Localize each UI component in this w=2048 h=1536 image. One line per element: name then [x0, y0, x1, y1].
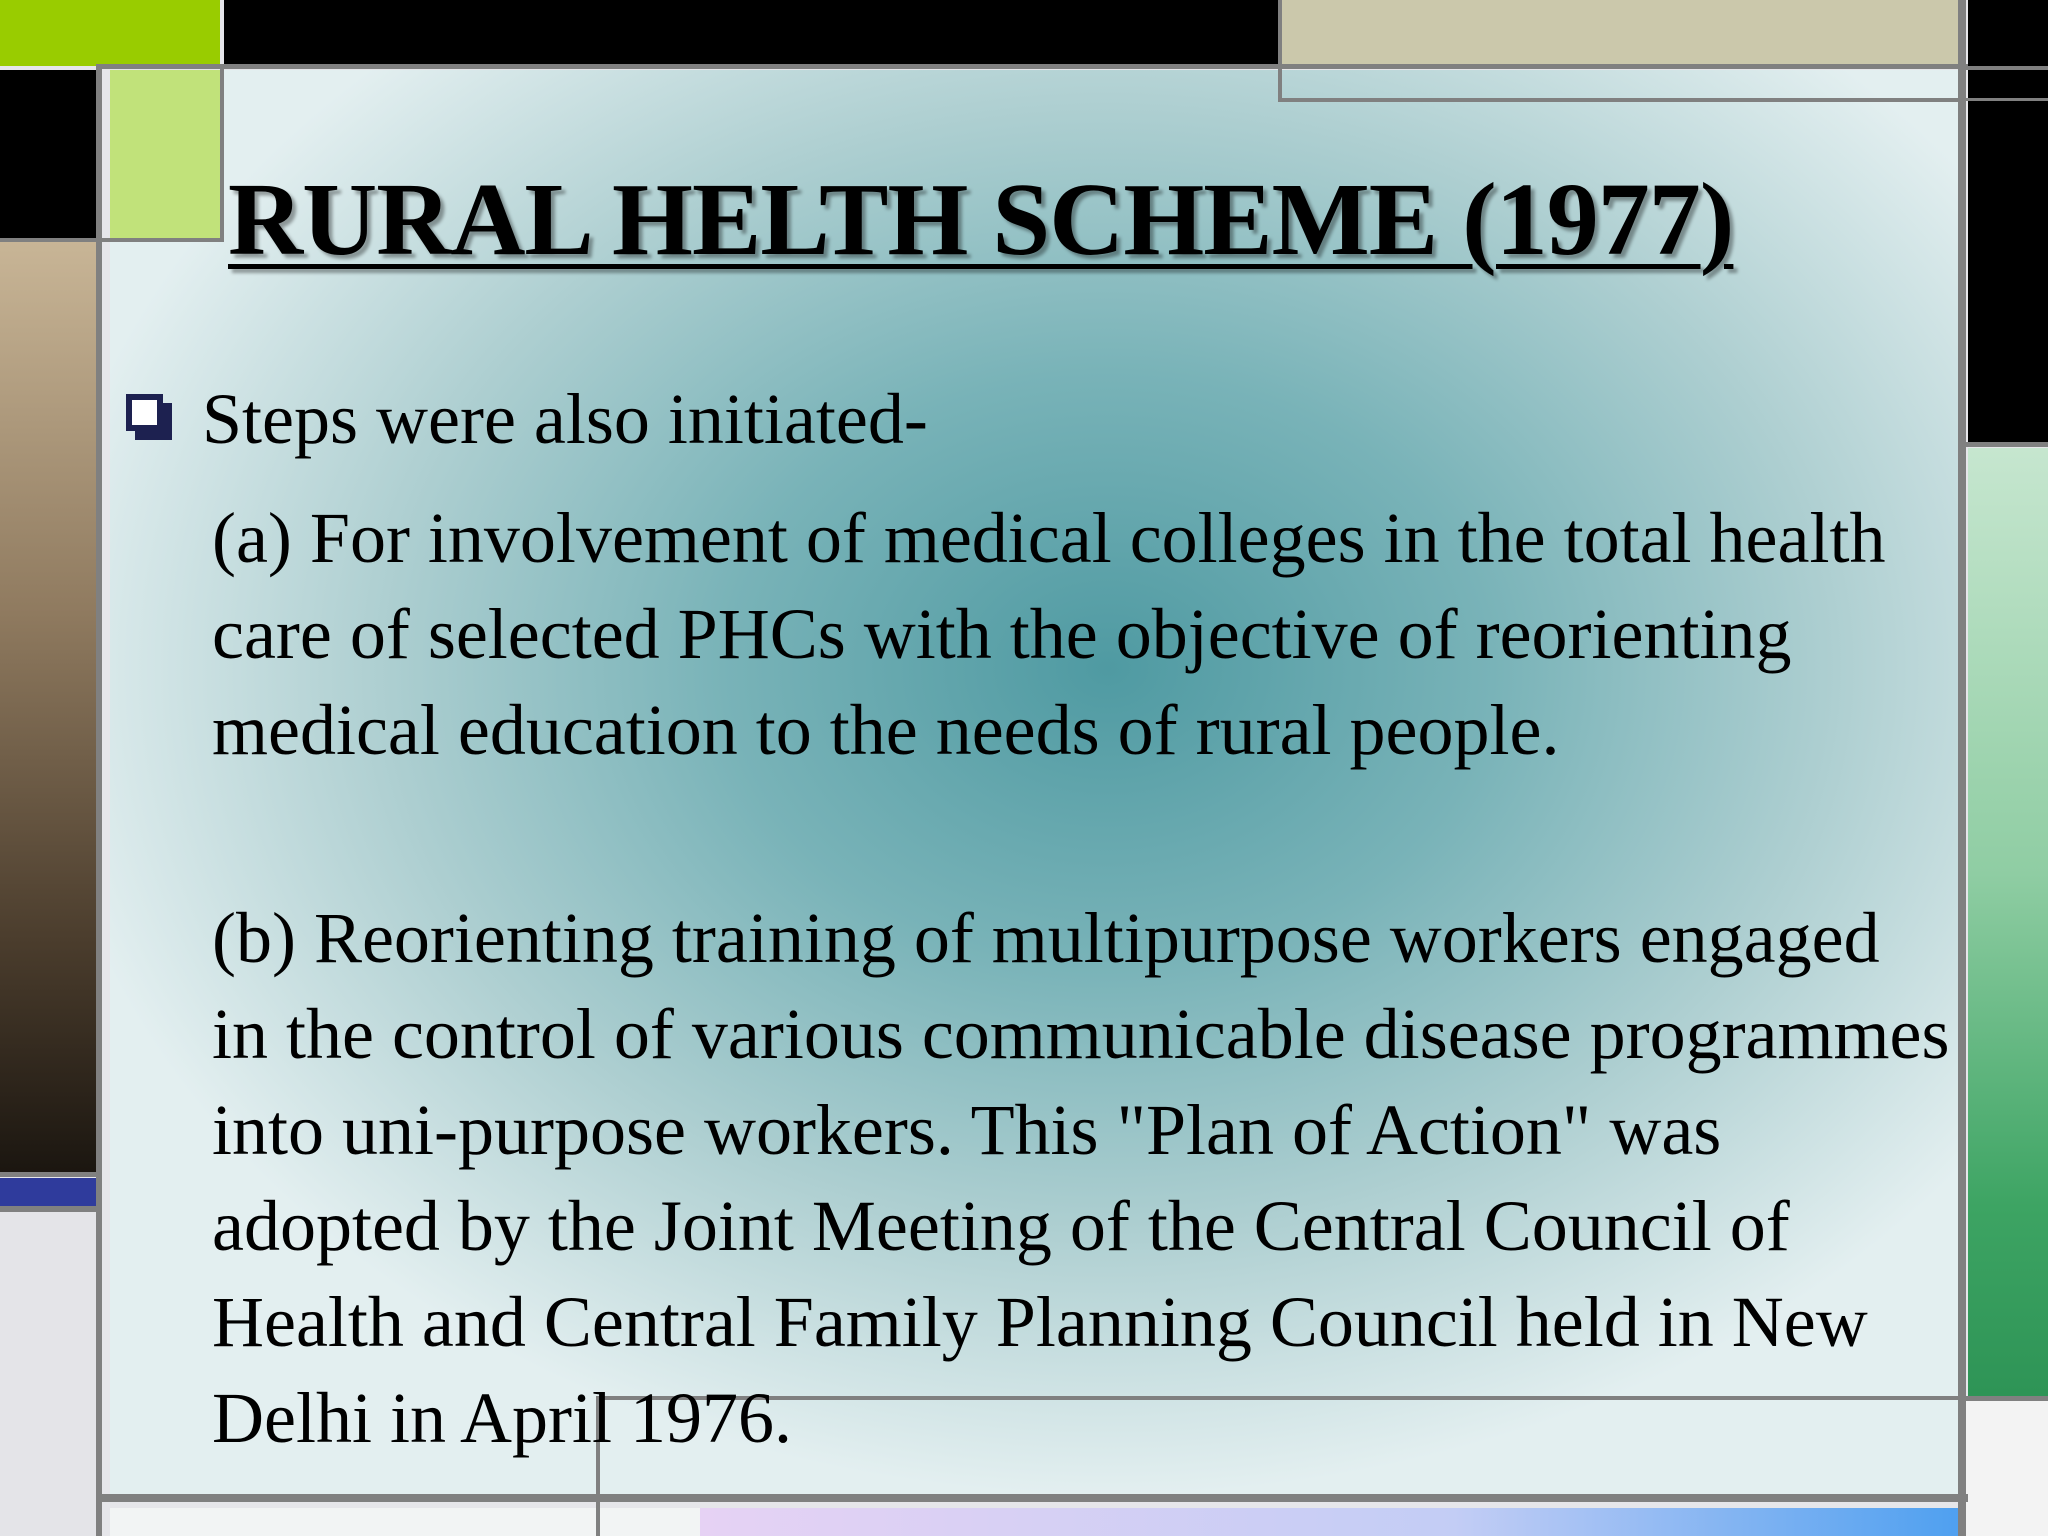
decor-lightgreen-square	[110, 70, 220, 240]
decor-tan-top-bar	[1282, 0, 1958, 66]
decor-black-left-block	[0, 70, 96, 238]
slide-title: RURAL HELTH SCHEME (1977)	[228, 162, 1734, 277]
frame-line	[1958, 0, 1966, 1536]
decor-black-top-right	[1968, 0, 2048, 66]
decor-grey-left-bottom	[0, 1212, 96, 1536]
frame-line	[1966, 442, 2048, 447]
frame-line	[102, 238, 222, 242]
frame-line	[96, 64, 1968, 69]
frame-line	[220, 66, 224, 242]
list-item: (a) For involvement of medical colleges in the total health care of selected PHCs with the objective of reorienting medical education to the needs of rural people.	[212, 498, 1886, 770]
hollow-square-bullet-icon	[126, 394, 172, 440]
decor-brown-left-bar	[0, 242, 96, 1172]
decor-gradient-bottom-bar	[700, 1508, 1958, 1536]
bullet-text: Steps were also initiated-	[202, 379, 928, 459]
frame-line	[0, 238, 96, 242]
frame-line	[1966, 66, 2048, 70]
decor-white-right-lower	[1966, 1401, 2048, 1536]
list-item: (b) Reorienting training of multipurpose workers engaged in the control of various communicable disease programmes into uni-purpose workers. This "Plan of Action" was adopted by the Joint Meeting of the Central Council of Health and Central Family Planning Council held in New Delhi in April 1976.	[212, 898, 1950, 1458]
frame-line	[0, 1172, 96, 1177]
frame-line	[96, 64, 102, 1536]
frame-line	[1278, 98, 1958, 102]
decor-white-bottom-strip	[110, 1508, 700, 1536]
decor-black-top-bar	[224, 0, 1278, 66]
decor-blue-left-bar	[0, 1178, 96, 1206]
frame-line	[1966, 98, 2048, 101]
frame-line	[0, 1206, 96, 1212]
decor-green-right-bar	[1968, 448, 2048, 1396]
frame-line	[1278, 0, 1282, 102]
frame-line	[1966, 1396, 2048, 1401]
decor-green-block	[0, 0, 220, 66]
frame-line	[96, 1494, 1968, 1502]
decor-black-right-block	[1968, 70, 2048, 442]
